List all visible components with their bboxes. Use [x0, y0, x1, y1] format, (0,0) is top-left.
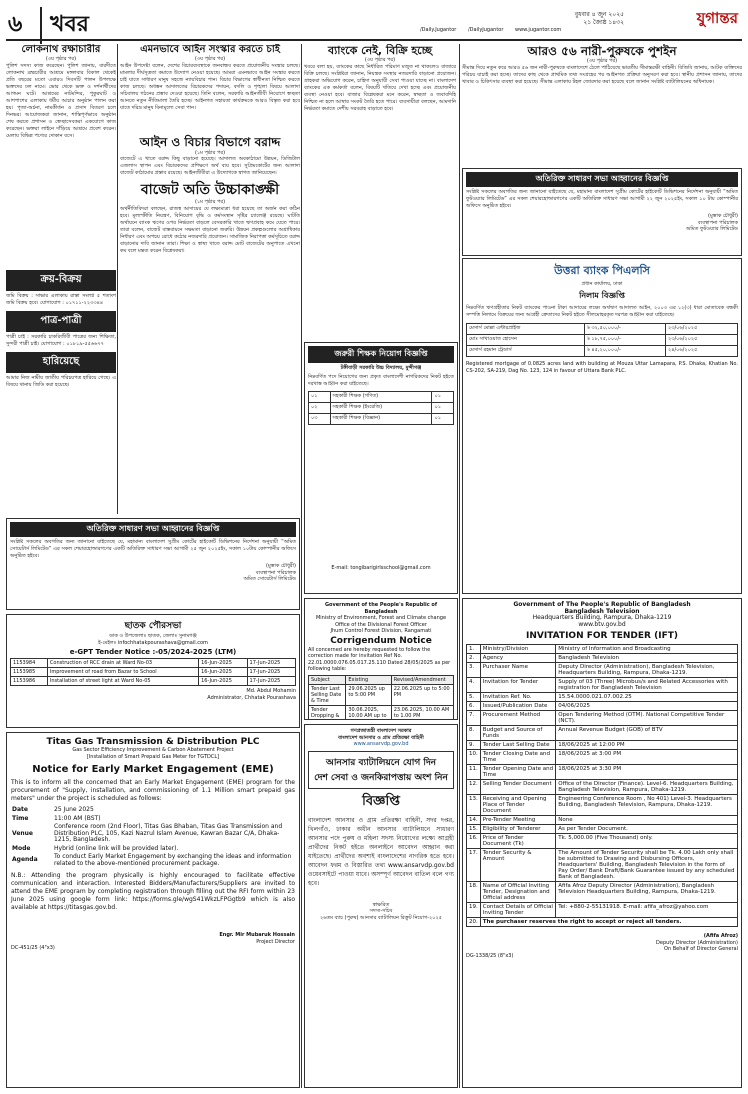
detail-label: Date — [12, 806, 28, 813]
slogan-box — [308, 751, 454, 789]
table-row — [467, 678, 738, 693]
table-cell: Revised/Amendment — [391, 675, 453, 684]
gov-line: গণপ্রজাতন্ত্রী বাংলাদেশ সরকার — [350, 728, 412, 734]
article-bank — [304, 44, 456, 339]
table-cell: 18. — [467, 882, 481, 903]
table-cell: সহকারী শিক্ষক (ইংরেজি) — [330, 402, 432, 413]
table-cell: Existing — [346, 675, 391, 684]
notice-sign-co: অমিত ফুটওয়্যার লিমিটেড — [686, 226, 738, 232]
matri-heading: পাত্র-পাত্রী — [6, 311, 116, 332]
table-cell: Construction of RCC drain at Ward No-03 — [47, 659, 198, 668]
table-cell: Price of Tender Document (Tk) — [480, 834, 556, 849]
article-title: ব্যাংকে নেই, বিক্রি হচ্ছে — [328, 44, 432, 57]
table-cell: মেসার্স মোল্লা এন্টারপ্রাইজ — [467, 323, 585, 334]
sign: Md. Abdul Mohamin — [246, 688, 296, 694]
sign: স্বাক্ষরিত — [372, 901, 390, 908]
facebook-link[interactable]: /Daily.Jugantor — [420, 27, 457, 33]
column-rule — [301, 44, 302, 1088]
table-cell: Tk. 5,000.00 (Five Thousand) only. — [556, 834, 738, 849]
table-row — [467, 323, 738, 334]
classifieds — [6, 270, 116, 515]
table-cell: ০৩ — [309, 413, 331, 424]
table-cell: 30.06.2025, 10.00 AM up to — [346, 705, 391, 720]
table-row — [467, 816, 738, 825]
ad-title: Notice for Early Market Engagement (EME) — [32, 764, 274, 775]
table-cell: Engineering Conference Room , No 401) Level-3. Headquarters Building, Bangladesh Television, Rampura, Dhaka-1219. — [556, 795, 738, 816]
table-cell: 18/06/2025 at 3:00 PM — [556, 750, 738, 765]
table-cell: Bangladesh Television — [556, 654, 738, 663]
event-details — [11, 806, 295, 868]
table-cell: Contact Details of Official Inviting Tender — [480, 903, 556, 918]
table-cell: 11. — [467, 765, 481, 780]
ad-email: E-mail: tongibarigirlsschool@gmail.com — [331, 564, 431, 571]
table-row — [467, 765, 738, 780]
social-links — [410, 27, 742, 37]
table-cell: 12. — [467, 780, 481, 795]
sign2: Administrator, Chhatak Pourashava — [207, 694, 296, 701]
article-cont: (৩য় পৃষ্ঠার পর) — [364, 57, 396, 63]
detail-label: Time — [12, 814, 29, 822]
table-cell: 23.06.2025, 10.00 AM to 1.00 PM — [391, 705, 453, 720]
table-cell: Tender Opening Date and Time — [480, 765, 556, 780]
article-body: আইন উপদেষ্টা বলেন, দেশের বিচারব্যবস্থাকে জনবান্ধব করতে প্রয়োজনীয় সংস্কার চলছে। মামলার দীর্ঘসূত্রতা কমাতে উদ্যোগ নেওয়া হয়েছে। আমরা এমনভাবে আইন সংস্কার করতে চাই যাতে সাধারণ মানুষ সহজে ন্যায়বিচার পান। বিচার বিভাগের স্বাধীনতা নিশ্চিত করতে কাজ চলছে। অধস্তন আদালতের বিচারকদের পদায়ন, বদলি ও শৃঙ্খলা বিষয়ে আলাদা সচিবালয় গঠনের প্রস্তাব দেওয়া হয়েছে। তিনি বলেন, সরকারি আইনজীবী নিয়োগে স্বচ্ছতা আনতে নতুন নীতিমালা তৈরি হচ্ছে। আইনগত সহায়তা কার্যক্রমকে আরও বিস্তৃত করা হবে যাতে দরিদ্র মানুষ বিনামূল্যে সেবা পান। — [120, 62, 300, 111]
lost-text: আমার নিজ নামীয় জাতীয় পরিচয়পত্র হারিয়ে গেছে। এ বিষয়ে থানায় জিডি করা হয়েছে। — [6, 375, 116, 388]
article-cont: (৩য় পৃষ্ঠার পর) — [194, 56, 226, 62]
uttara-bank-ad — [462, 258, 742, 594]
table-cell: 8. — [467, 726, 481, 741]
table-cell: 1153985 — [11, 668, 48, 677]
detail-value: To conduct Early Market Engagement by exchanging the ideas and information related to the above-mentioned procurement package. — [54, 853, 292, 867]
egp-title: e-GPT Tender Notice :-05/2024-2025 (LTM) — [69, 648, 237, 656]
table-cell: 7. — [467, 711, 481, 726]
table-cell: Tender Last Selling Date & Time — [309, 684, 346, 705]
table-cell: 16. — [467, 834, 481, 849]
article-lokenath — [6, 44, 116, 269]
budget-body: অর্থনীতিবিদরা বলছেন, রাজস্ব আদায়ের যে লক্ষ্যমাত্রা ধরা হয়েছে তা অর্জন করা কঠিন হবে। মূল্যস্ফীতি নিয়ন্ত্রণ, বিনিয়োগ বৃদ্ধি ও কর্মসংস্থান সৃষ্টির চ্যালেঞ্জ রয়েছে। ঘাটতি অর্থায়নে ব্যাংক ঋণের ওপর নির্ভরতা বাড়লে বেসরকারি খাতে ঋণপ্রবাহ কমে যেতে পারে। তারা বলেন, বাজেট বাস্তবায়নে সক্ষমতা বাড়ানো জরুরি। উন্নয়ন প্রকল্পগুলোর অগ্রাধিকার নির্ধারণ এবং অপচয় রোধে কঠোর নজরদারি প্রয়োজন। সামাজিক নিরাপত্তা কর্মসূচিতে বরাদ্দ বাড়ানোর দাবি জানান তারা। শিক্ষা ও স্বাস্থ্য খাতে বরাদ্দ মোট বাজেটের অনুপাতে এখনো কম বলে মন্তব্য করেন বিশ্লেষকরা। — [120, 205, 300, 254]
article-body: খবরে বলা হয়, ব্যাংকের কাছে নির্ধারিত পরিমাণ মজুত না থাকলেও বাজারে বিক্রি চলছে। সংশ্লিষ্টরা জানান, নিয়ন্ত্রক সংস্থার নজরদারি বাড়ানো প্রয়োজন। গ্রাহকরা অভিযোগ করেন, চাহিদা অনুযায়ী সেবা পাওয়া যাচ্ছে না। বাংলাদেশ ব্যাংকের এক কর্মকর্তা বলেন, বিষয়টি খতিয়ে দেখা হচ্ছে এবং প্রয়োজনীয় ব্যবস্থা নেওয়া হবে। বাজার বিশ্লেষকরা মনে করেন, স্বচ্ছতা ও জবাবদিহি নিশ্চিত না হলে আস্থার সংকট তৈরি হতে পারে। ব্যবসায়ীরা বলছেন, আমদানি নির্ভরতা কমাতে দেশীয় সরবরাহ বাড়াতে হবে। — [304, 63, 456, 112]
article-body: সীমান্ত দিয়ে নতুন করে আরও ৫৬ জন নারী-পুরুষকে বাংলাদেশে ঠেলে পাঠিয়েছে ভারতীয় সীমান্তরক্ষী বাহিনী। বিজিবি জানায়, আটক ব্যক্তিদের পরিচয় যাচাই করা হচ্ছে। তাদের কাছ থেকে প্রাথমিক তথ্য সংগ্রহের পর আইনগত প্রক্রিয়া অনুসরণ করা হবে। স্থানীয় প্রশাসন জানায়, তাদের খাবার ও চিকিৎসার ব্যবস্থা করা হয়েছে। সীমান্ত এলাকায় টহল জোরদার করা হয়েছে বলে জানান সংশ্লিষ্ট ব্যাটালিয়নের অধিনায়ক। — [462, 64, 742, 85]
table-row — [11, 677, 296, 686]
table-cell: 10. — [467, 750, 481, 765]
table-row — [467, 654, 738, 663]
notice-body: All concerned are hereby requested to follow the correction made for invitation Ref No. 22.01.0000.076.05.017.25.110 Dated 28/05/2025 as per following table: — [308, 646, 451, 672]
matri-text: পাত্রী চাই : সরকারি চাকরিজীবী পাত্রের জন্য শিক্ষিতা, সুন্দরী পাত্রী চাই। যোগাযোগ : ০১৮১৯-৫৫৬৬৭৭ — [6, 334, 116, 347]
bank-footer: Registered mortgage of 0.0825 acres land with building at Mouza Uttar Lamapara, P.S. Dhaka, Khatian No. CS-202, SA-219, Dag No. 123, 124 in favour of Uttara Bank PLC. — [466, 360, 738, 374]
notice-sign-role: ব্যবস্থাপনা পরিচালক — [255, 569, 296, 576]
table-cell: Tender Last Selling Date — [480, 741, 556, 750]
bank-body: নিম্নবর্ণিত ঋণগ্রহীতার নিকট ব্যাংকের পাওনা টাকা আদায়ের লক্ষ্যে অর্থঋণ আদালত আইন, ২০০৩ এর ১২(৩) ধারা মোতাবেক বন্ধকী সম্পত্তি নিলামে বিক্রয়ের জন্য আগ্রহী ক্রেতাদের নিকট হইতে সীলমোহরকৃত দরপত্র আহ্বান করা যাইতেছে। — [466, 304, 738, 318]
table-cell: 18/06/2025 at 3:30 PM — [556, 765, 738, 780]
twitter-link[interactable]: /DailyJugantor — [467, 27, 504, 33]
ministry-line: Ministry of Environment, Forest and Climate change — [315, 615, 447, 621]
ad-body: নিম্নবর্ণিত পদে নিয়োগের জন্য প্রকৃত বাংলাদেশী নাগরিকদের নিকট হইতে দরখাস্ত আহ্বান করা যাইতেছে। — [308, 373, 454, 387]
judiciary-cont: (১ম পৃষ্ঠার পর) — [194, 149, 226, 156]
ad-title: জরুরী শিক্ষক নিয়োগ বিজ্ঞপ্তি — [308, 346, 454, 363]
table-row — [309, 413, 454, 424]
table-cell: None — [556, 816, 738, 825]
table-cell: ২৩/০৬/২০২৫ — [665, 334, 737, 345]
detail-value: 11:00 AM (BST) — [54, 814, 101, 822]
org-line: Bangladesh Television — [564, 607, 640, 615]
ansar-vdp-ad — [304, 724, 458, 1088]
table-row — [11, 668, 296, 677]
corrigendum-notice — [304, 598, 458, 720]
table-cell: ০১ — [432, 391, 454, 402]
table-cell: 1153984 — [11, 659, 48, 668]
table-row — [309, 705, 454, 720]
table-row — [309, 402, 454, 413]
table-cell: 15. — [467, 825, 481, 834]
post-table — [308, 391, 454, 425]
sign-role: সদস্য-সচিব — [369, 908, 393, 914]
detail-row — [11, 853, 295, 868]
judiciary-title: আইন ও বিচার বিভাগে বরাদ্দ — [139, 134, 281, 149]
notice-title: অতিরিক্ত সাধারণ সভা আহ্বানের বিজ্ঞপ্তি — [466, 172, 738, 187]
table-cell: Selling Tender Document — [480, 780, 556, 795]
table-cell: Eligibility of Tenderer — [480, 825, 556, 834]
table-cell: Ministry/Division — [480, 645, 556, 654]
table-cell: ৳ ১৮,৭৫,০০০/- — [585, 334, 666, 345]
sale-text: জমি বিক্রয় : সাভার এলাকায় রাস্তা সংলগ্ন ৫ শতাংশ জমি বিক্রয় হবে। যোগাযোগ : ০১৭১১-২২৩৩৪৪ — [6, 293, 116, 306]
table-cell: ০১ — [309, 391, 331, 402]
table-row — [467, 693, 738, 702]
lost-heading: হারিয়েছে — [6, 352, 116, 373]
article-title: লোকনাথ রক্ষাচারীর — [21, 44, 101, 55]
table-row — [467, 795, 738, 816]
web-link[interactable]: www.btv.gov.bd — [578, 620, 626, 628]
table-cell: 15.54.0000.021.07.002.25 — [556, 693, 738, 702]
sale-heading: ক্রয়-বিক্রয় — [6, 270, 116, 291]
column-rule — [459, 44, 460, 1088]
sign2: Deputy Director (Administration) — [656, 939, 738, 946]
table-cell: As per Tender Document. — [556, 825, 738, 834]
detail-value: Hybrid (online link will be provided later). — [54, 844, 179, 852]
table-row — [467, 726, 738, 741]
table-cell: Supply of 03 (Three) Microbus/s and Related Accessories with registration for Bangladesh Television — [556, 678, 738, 693]
article-cont: (৩য় পৃষ্ঠার পর) — [586, 58, 618, 64]
article-reform — [120, 44, 300, 344]
table-cell: 14. — [467, 816, 481, 825]
newspaper-logo: যুগান্তর — [696, 9, 738, 27]
table-row — [467, 849, 738, 882]
detail-value: 25 June 2025 — [54, 806, 94, 813]
detail-label: Venue — [12, 829, 33, 837]
teacher-recruitment-ad — [304, 342, 458, 594]
table-cell: Agency — [480, 654, 556, 663]
footer: ২৬তম ব্যাচ (পুরুষ) আনসার ব্যাটালিয়ন রিক্রুট নিয়োগ-২০২৫ — [319, 914, 443, 921]
notice-amit-sweaters — [6, 518, 300, 610]
table-row — [309, 684, 454, 705]
notice-sign-co: অমিত সোয়েটার্স লিমিটেড — [243, 576, 296, 582]
table-cell: 17-Jun-2025 — [247, 659, 295, 668]
bank-ad-title: নিলাম বিজ্ঞপ্তি — [579, 290, 625, 300]
article-pushback — [462, 44, 742, 164]
school-name: টঙ্গীবাড়ী সরকারি উচ্চ বিদ্যালয়, মুন্সীগঞ্জ — [340, 365, 422, 371]
table-cell: Annual Revenue Budget (GOB) of BTV — [556, 726, 738, 741]
table-cell: Purchaser Name — [480, 663, 556, 678]
table-row — [467, 741, 738, 750]
sign: (Afifa Afroz) — [703, 933, 738, 939]
table-cell: Subject — [309, 675, 346, 684]
table-cell: Tel: +880-2-55131918. E-mail: afifa_afroz@yahoo.com — [556, 903, 738, 918]
table-cell: 17. — [467, 849, 481, 882]
company-name: Titas Gas Transmission & Distribution PLC — [46, 737, 260, 747]
table-row — [467, 903, 738, 918]
table-cell: Invitation Ref. No. — [480, 693, 556, 702]
table-cell: Procurement Method — [480, 711, 556, 726]
slogan1: আনসার ব্যাটালিয়নে যোগ দিন — [325, 757, 437, 768]
table-cell: Open Tendering Method (OTM). National Competitive Tender (NCT). — [556, 711, 738, 726]
table-cell: Installation of street light at Ward No-05 — [47, 677, 198, 686]
article-body: পুলিশ সদস্য কাজ করেছেন। পুলিশ জানায়, বারদীতে লোকনাথ ব্রহ্মচারীর আশ্রমে মঙ্গলবার বিকাল থেকেই প্রতি বছরের মতো এবারও দিবসটি পালন উপলক্ষে ভক্তদের ঢল নামে। ভোর থেকে ভক্ত ও দর্শনার্থীদের আগমন ঘটে। আশ্রমের নাটমন্দির, পুকুরঘাট ও আশপাশের এলাকায় ধর্মীয় আচার অনুষ্ঠান পালন করা হয়। পূজা-অর্চনা, নামকীর্তন ও প্রসাদ বিতরণ চলে দিনভর। আয়োজকরা জানান, শান্তিপূর্ণভাবে অনুষ্ঠান শেষ করতে প্রশাসন ও স্বেচ্ছাসেবকরা একযোগে কাজ করেছেন। ভক্তরা লাইনে দাঁড়িয়ে আশ্রমে প্রবেশ করেন। মেলায় বিভিন্ন পণ্যের দোকান বসে। — [6, 62, 116, 139]
table-cell: 04/06/2025 — [556, 702, 738, 711]
table-row — [467, 750, 738, 765]
table-cell: 17-Jun-2025 — [247, 677, 295, 686]
sign: Engr. Mir Mubaruk Hossain — [219, 932, 295, 938]
table-cell: Name of Official Inviting Tender, Designation and Official address — [480, 882, 556, 903]
sign3: On Behalf of Director General — [664, 946, 738, 952]
table-row — [11, 659, 296, 668]
ad-code: DG-1338/25 (8"x3) — [466, 952, 514, 959]
detail-row — [11, 806, 295, 815]
btv-tender-ad — [462, 598, 742, 1088]
table-cell: Office of the Director (Finance). Level-6. Headquarters Building, Bangladesh Television, Rampura, Dhaka-1219. — [556, 780, 738, 795]
table-cell: Tender Dropping & — [309, 705, 346, 720]
detail-row — [11, 823, 295, 845]
office-line2: Jhum Control Forest Division, Rangamati — [330, 628, 432, 634]
table-cell: মেসার্স রহমান ট্রেডার্স — [467, 345, 585, 356]
sign2: Project Director — [256, 938, 295, 945]
ad-sub2: [Installation of Smart Prepaid Gas Meter for TGTDCL] — [86, 753, 220, 760]
notice-sign-role: ব্যবস্থাপনা পরিচালক — [697, 219, 738, 226]
table-cell: The purchaser reserves the right to accept or reject all tenders. — [480, 918, 737, 927]
table-cell: 13. — [467, 795, 481, 816]
table-cell: 4. — [467, 678, 481, 693]
gov-line: Government of The People's Republic of Bangladesh — [513, 601, 691, 608]
table-cell: ২৪/০৬/২০২৫ — [665, 345, 737, 356]
notice-body: সংশ্লিষ্ট সকলের অবগতির জন্য জানানো যাইতেছে যে, মহামান্য বাংলাদেশ সুপ্রীম কোর্টের হাইকোর্ট ডিভিশনের নির্দেশনা অনুযায়ী “অমিত সোয়েটার্স লিমিটেড” এর সকল শেয়ারহোল্ডারগণের একটি অতিরিক্ত সাধারণ সভা আগামী ২৫ জুন ২০২৫ইং, সকাল ১০টায় কোম্পানীর অফিসে অনুষ্ঠিত হইবে। — [10, 539, 296, 559]
table-cell: Pre-Tender Meeting — [480, 816, 556, 825]
table-cell: Deputy Director (Administration), Bangladesh Television, Headquarters Building, Rampura, Dhaka-1219. — [556, 663, 738, 678]
table-cell: Tender Closing Date and Time — [480, 750, 556, 765]
table-cell: ৳ ৪৫,২০,০০০/- — [585, 345, 666, 356]
ad-title: ছাতক পৌরসভা — [124, 621, 182, 631]
date-line1: বুধবার ৪ জুন ২০২৫ — [574, 11, 624, 18]
ad-email: ই-মেইলঃ infochhatakpourashava@gmail.com — [98, 639, 208, 646]
table-row — [467, 702, 738, 711]
table-cell: 6. — [467, 702, 481, 711]
table-row — [467, 663, 738, 678]
budget-title: বাজেট অতি উচ্চাকাঙ্ক্ষী — [140, 182, 280, 198]
table-cell: 20. — [467, 918, 481, 927]
org-line: বাংলাদেশ আনসার ও গ্রাম প্রতিরক্ষা বাহিনী — [338, 734, 424, 741]
ad-body: This is to inform all the concerned that an Early Market Engagement (EME) program for the procurement of "Supply, installation, and commissioning of 1.1 Million smart prepaid gas meters" under the project is scheduled as follows: — [11, 779, 295, 802]
table-cell: 22.06.2025 up to 5:00 PM — [391, 684, 453, 705]
table-cell: Invitation for Tender — [480, 678, 556, 693]
page-number: ৬ — [8, 12, 23, 37]
ad-title: INVITATION FOR TENDER (IFT) — [526, 631, 678, 641]
table-row — [467, 825, 738, 834]
chhatak-pourashava-ad — [6, 614, 300, 728]
table-row — [309, 675, 454, 684]
table-cell: 1. — [467, 645, 481, 654]
table-cell: ০২ — [309, 402, 331, 413]
table-cell: সহকারী শিক্ষক (গণিত) — [330, 391, 432, 402]
table-cell: 18/06/2025 at 12:00 PM — [556, 741, 738, 750]
ad-sub: Gas Sector Efficiency Improvement & Carbon Abatement Project — [72, 747, 234, 753]
table-row — [309, 391, 454, 402]
article-cont: (৩য় পৃষ্ঠার পর) — [45, 56, 77, 62]
table-cell: 9. — [467, 741, 481, 750]
notice-title: Corrigendum Notice — [330, 635, 432, 646]
table-cell: ০১ — [432, 402, 454, 413]
table-cell: Afifa Afroz Deputy Director (Administration), Bangladesh Television Headquarters Building, Rampura, Dhaka-1219. — [556, 882, 738, 903]
table-cell: 16-Jun-2025 — [199, 659, 247, 668]
column-rule — [117, 44, 118, 514]
detail-row — [11, 845, 295, 854]
detail-label: Mode — [12, 844, 31, 852]
web-link[interactable]: www.ansarvdp.gov.bd — [353, 741, 409, 747]
notice-sign: (মুস্তাক চৌধুরী) — [708, 213, 738, 219]
table-cell: Receiving and Opening Place of Tender Document — [480, 795, 556, 816]
office-line: Office of the Divisional Forest Officer — [335, 621, 427, 628]
table-cell: ৳ ৩২,৫০,০০০/- — [585, 323, 666, 334]
table-row — [467, 645, 738, 654]
slogan2: দেশ সেবা ও জনকিরাপত্তায় অংশ নিন — [314, 772, 448, 783]
table-cell: 16-Jun-2025 — [199, 677, 247, 686]
table-cell: The Amount of Tender Security shall be Tk. 4.00 Lakh only shall be submitted to Drawing and Disbursing Officers, Headquarters' Building, Bangladesh Television in the form of Pay Order/ Bank Draft/Bank Guarantee issued by any scheduled Bank of Bangladesh. — [556, 849, 738, 882]
notice-sign: (মুস্তাক চৌধুরী) — [266, 563, 296, 569]
ad-nb: N.B.: Attending the program physically is highly encouraged to facilitate effective communication and interaction. Interested Bidders/Manufacturers/Suppliers are invited to attend the EME program by completing registration through filling out the RFI form within 23 June 2025 using google form link: https://forms.gle/wgS41WkzLFPGgtb9 which is also available at https://titasgas.gov.bd. — [11, 872, 295, 911]
table-cell: মোঃ সাখাওয়াত হোসেন — [467, 334, 585, 345]
ift-table — [466, 644, 738, 927]
notice-body: সংশ্লিষ্ট সকলের অবগতির জন্য জানানো যাইতেছে যে, মহামান্য বাংলাদেশ সুপ্রীম কোর্টের হাইকোর্ট ডিভিশনের নির্দেশনা অনুযায়ী “অমিত ফুটওয়্যার লিমিটেড” এর সকল শেয়ারহোল্ডারগণের একটি অতিরিক্ত সাধারণ সভা আগামী ২২ জুন ২০২৫ইং, সকাল ১০ টায় কোম্পানীর অফিসে অনুষ্ঠিত হইবে। — [466, 189, 738, 209]
table-row — [467, 334, 738, 345]
table-cell: 17-Jun-2025 — [247, 668, 295, 677]
detail-value: Conference room (2nd Floor), Titas Gas Bhaban, Titas Gas Transmission and Distribution PLC, 105, Kazi Nazrul Islam Avenue, Kawran Bazar C/A, Dhaka-1215, Bangladesh. — [54, 823, 283, 843]
detail-row — [11, 815, 295, 824]
article-title: আরও ৫৬ নারী-পুরুষকে পুশইন — [527, 44, 677, 58]
titas-gas-ad — [6, 732, 300, 1088]
article-title: এমনভাবে আইন সংস্কার করতে চাই — [140, 44, 280, 55]
bank-sub: প্রধান কার্যালয়, ঢাকা — [581, 281, 623, 287]
notice-title: অতিরিক্ত সাধারণ সভা আহ্বানের বিজ্ঞপ্তি — [10, 522, 296, 537]
addr-line: Headquarters Building, Rampura, Dhaka-1219 — [532, 614, 672, 621]
budget-cont: (১ম পৃষ্ঠার পর) — [194, 199, 226, 205]
table-cell: 3. — [467, 663, 481, 678]
table-cell: 5. — [467, 693, 481, 702]
ad-body: বাংলাদেশ আনসার ও গ্রাম প্রতিরক্ষা বাহিনী, সদর দপ্তর, খিলগাঁও, ঢাকার অধীন আনসার ব্যাটালিয়নে সাধারণ আনসার পদে পুরুষ ও মহিলা সদস্য নিয়োগের লক্ষ্যে আগ্রহী প্রার্থীদের নিকট হইতে অনলাইনে আবেদন আহ্বান করা যাইতেছে। প্রার্থীদের অবশ্যই বাংলাদেশের নাগরিক হতে হবে। আবেদন ফরম ও বিস্তারিত তথ্য www.ansarvdp.gov.bd ওয়েবসাইটে পাওয়া যাবে। অসম্পূর্ণ আবেদন বাতিল বলে গণ্য হবে। — [308, 816, 454, 887]
table-cell: Ministry of Information and Broadcasting — [556, 645, 738, 654]
bank-name: উত্তরা ব্যাংক পিএলসি — [554, 264, 650, 277]
table-cell: সহকারী শিক্ষক (বিজ্ঞান) — [330, 413, 432, 424]
table-cell: 1153986 — [11, 677, 48, 686]
table-row — [467, 780, 738, 795]
table-row — [467, 711, 738, 726]
date-block — [575, 11, 624, 27]
tender-table — [10, 658, 296, 686]
table-cell: 2. — [467, 654, 481, 663]
table-row — [467, 834, 738, 849]
table-cell: Tender Security & Amount — [480, 849, 556, 882]
detail-label: Agenda — [12, 856, 38, 864]
bank-table — [466, 323, 738, 357]
notice-amit-footwear — [462, 168, 742, 256]
table-row — [467, 345, 738, 356]
gov-line: Government of the People's Republic of Bangladesh — [324, 602, 438, 615]
date-line2: ২১ জ্যৈষ্ঠ ১৪৩২ — [583, 19, 624, 26]
ad-title: বিজ্ঞপ্তি — [362, 793, 400, 809]
table-cell: 29.06.2025 up to 5:00 PM — [346, 684, 391, 705]
table-cell: ০১ — [432, 413, 454, 424]
website-link[interactable]: www.jugantor.com — [515, 27, 562, 33]
table-cell: Budget and Source of Funds — [480, 726, 556, 741]
table-cell: Improvement of road from Bazar to School — [47, 668, 198, 677]
table-cell: ২৩/০৬/২০২৫ — [665, 323, 737, 334]
ad-sub: ডাক ও উপজেলাঃ ছাতক, জেলাঃ সুনামগঞ্জ — [109, 633, 197, 639]
section-title: খবর — [40, 7, 89, 44]
ad-code: DC-451/25 (4"x3) — [11, 945, 55, 951]
table-cell: 16-Jun-2025 — [199, 668, 247, 677]
corrigendum-table — [308, 675, 454, 721]
table-cell: Issued/Publication Date — [480, 702, 556, 711]
table-row — [467, 918, 738, 927]
judiciary-body: বাজেটে এ খাতে বরাদ্দ কিছু বাড়ানো হয়েছে। আদালত অবকাঠামো উন্নয়ন, ডিজিটাল এজলাস স্থাপন এবং বিচারকদের প্রশিক্ষণে অর্থ ব্যয় হবে। সুপ্রিমকোর্টের জন্য আলাদা বাজেট কাঠামোর প্রস্তাব রয়েছে। আইনজীবীরা এ উদ্যোগকে স্বাগত জানিয়েছেন। — [120, 156, 300, 176]
table-cell: 19. — [467, 903, 481, 918]
table-row — [467, 882, 738, 903]
